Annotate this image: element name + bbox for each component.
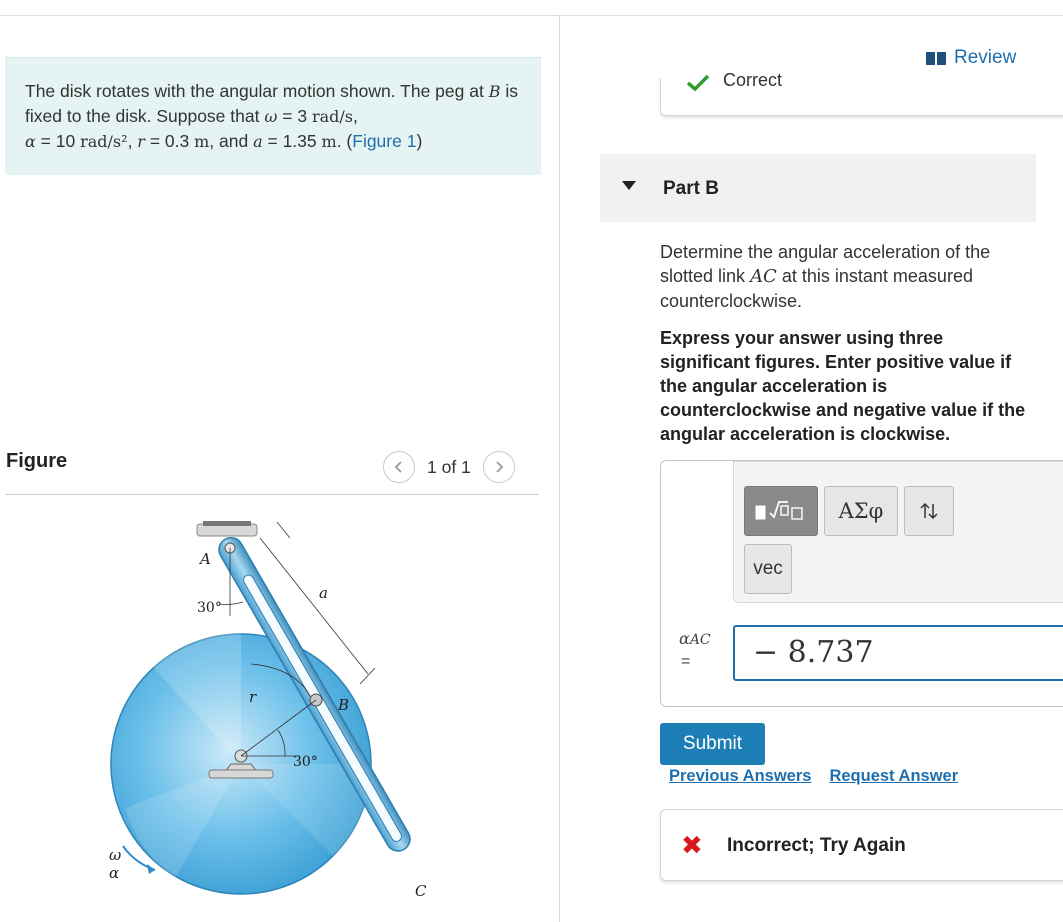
updown-arrows-icon bbox=[919, 500, 939, 522]
submit-button[interactable]: Submit bbox=[660, 723, 765, 765]
request-answer-link[interactable]: Request Answer bbox=[829, 767, 959, 785]
link-symbol: AC bbox=[750, 266, 777, 287]
label-omega: ω bbox=[109, 846, 122, 864]
greek-label: ΑΣφ bbox=[838, 499, 884, 523]
chevron-left-icon bbox=[393, 460, 405, 474]
answer-instructions: Express your answer using three significant figures. Enter positive value if the angular acceleration is counterclockwise and negative value if the angular acceleration is clockwise. bbox=[660, 328, 1026, 444]
figure-title: Figure bbox=[6, 450, 68, 472]
next-figure-button[interactable] bbox=[483, 451, 515, 483]
incorrect-label: Incorrect; Try Again bbox=[727, 835, 906, 856]
previous-part-feedback bbox=[660, 70, 1063, 116]
equals-sign: = bbox=[681, 653, 691, 670]
answer-lhs-symbol bbox=[679, 629, 711, 648]
templates-button[interactable] bbox=[744, 486, 818, 536]
a-unit: m bbox=[321, 132, 337, 151]
review-link[interactable] bbox=[926, 47, 1016, 69]
column-divider bbox=[559, 15, 560, 922]
checkmark-icon bbox=[685, 73, 711, 93]
alpha-value: 10 bbox=[55, 131, 76, 151]
x-icon: ✖ bbox=[681, 830, 703, 860]
templates-icon bbox=[750, 496, 812, 526]
question-pre: Determine the angular acceleration of the slotted link bbox=[660, 242, 991, 286]
label-r: r bbox=[249, 688, 257, 706]
problem-text: is fixed to the disk. Suppose that bbox=[25, 81, 518, 126]
r-value: 0.3 bbox=[164, 131, 190, 151]
problem-statement: The disk rotates with the angular motion shown. The peg at B is fixed to the disk. Suppose that ω = 3 rad/s, α = 10 rad/s², r = 0.3 m, and a = 1.35 m. (Figure 1) bbox=[5, 57, 541, 175]
alpha-unit: rad/s² bbox=[80, 132, 128, 151]
a-symbol: a bbox=[253, 132, 263, 151]
top-divider bbox=[0, 15, 1063, 16]
part-label: Part B bbox=[663, 178, 719, 199]
label-angle-top: 30° bbox=[197, 600, 222, 616]
mechanism-figure bbox=[85, 508, 525, 908]
label-alpha: α bbox=[109, 864, 120, 882]
figure-link[interactable]: Figure 1 bbox=[352, 131, 417, 151]
part-b-header[interactable] bbox=[600, 154, 1036, 222]
r-unit: m bbox=[194, 132, 210, 151]
figure-count: 1 of 1 bbox=[427, 456, 471, 477]
vec-label: vec bbox=[753, 558, 783, 579]
prev-figure-button[interactable] bbox=[383, 451, 415, 483]
correct-label: Correct bbox=[723, 70, 783, 90]
r-symbol: r bbox=[137, 132, 145, 151]
chevron-right-icon bbox=[493, 460, 505, 474]
figure-divider bbox=[5, 494, 539, 495]
label-B: B bbox=[338, 696, 350, 714]
omega-value: 3 bbox=[297, 106, 308, 126]
lhs-subscript: AC bbox=[689, 632, 711, 648]
peg-symbol: B bbox=[488, 82, 501, 101]
review-label: Review bbox=[954, 47, 1017, 68]
alpha-symbol: α bbox=[25, 132, 36, 151]
label-A: A bbox=[200, 550, 211, 568]
label-a: a bbox=[319, 584, 328, 602]
answer-panel bbox=[660, 460, 1063, 707]
book-icon bbox=[926, 52, 946, 65]
previous-answers-link[interactable]: Previous Answers bbox=[669, 767, 812, 785]
label-C: C bbox=[415, 882, 427, 900]
answer-links bbox=[669, 767, 958, 786]
label-angle-mid: 30° bbox=[293, 754, 318, 770]
alpha-symbol: α bbox=[679, 629, 690, 648]
question-text bbox=[660, 240, 1030, 313]
incorrect-feedback bbox=[660, 809, 1063, 881]
vector-button[interactable] bbox=[744, 544, 792, 594]
omega-symbol: ω bbox=[264, 107, 278, 126]
question-post: at this instant measured counterclockwise. bbox=[660, 266, 973, 311]
figure-pager bbox=[383, 451, 515, 483]
answer-input[interactable]: − 8.737 bbox=[733, 625, 1063, 681]
omega-unit: rad/s bbox=[311, 107, 353, 126]
sort-button[interactable] bbox=[904, 486, 954, 536]
math-toolbar bbox=[733, 461, 1063, 603]
collapse-triangle-icon bbox=[622, 181, 636, 190]
a-value: 1.35 bbox=[282, 131, 317, 151]
problem-text: The disk rotates with the angular motion shown. The peg at bbox=[25, 81, 484, 101]
greek-symbols-button[interactable] bbox=[824, 486, 898, 536]
